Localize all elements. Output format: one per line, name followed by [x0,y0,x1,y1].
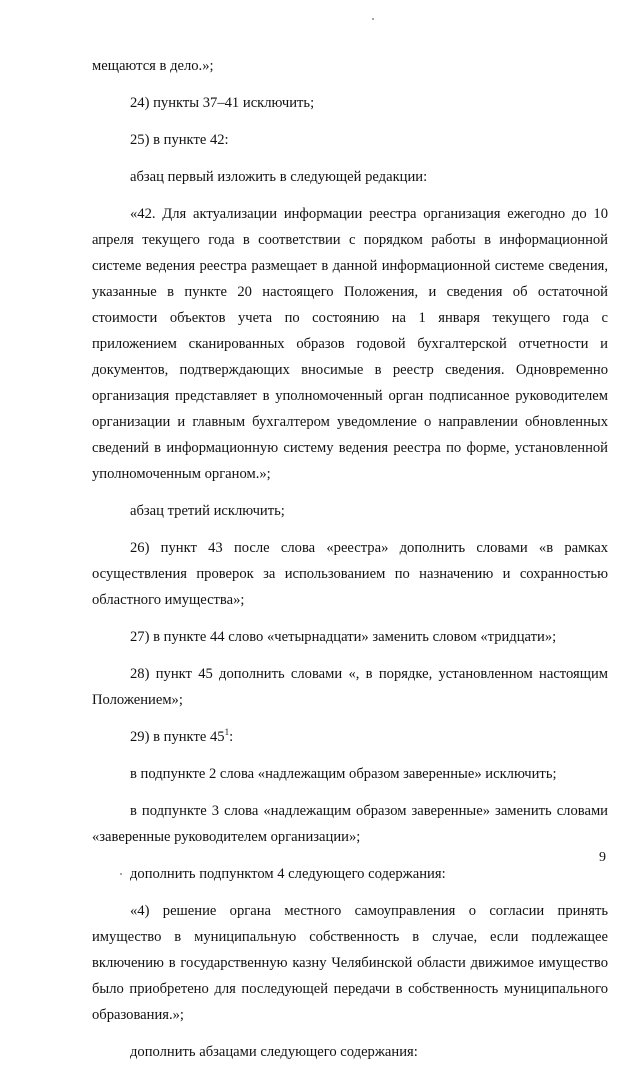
item-29-suffix: : [229,729,234,745]
paragraph-item-25: 25) в пункте 42: [130,132,229,148]
item-29-superscript: 1 [224,727,230,738]
item-29-text: 29) в пункте 45 [130,729,225,745]
paragraph-item-24: 24) пункты 37–41 исключить; [130,95,315,111]
paragraph-item-29 [92,724,608,750]
paragraph-subitem-2: в подпункте 2 слова «надлежащим образом заверенные» исключить; [130,766,557,782]
paragraph-first-abzac: абзац первый изложить в следующей редакции: [130,169,428,185]
paragraph-item-28: 28) пункт 45 дополнить словами «, в порядке, установленном настоящим Положением»; [92,666,608,708]
paragraph-third-abzac: абзац третий исключить; [130,503,285,519]
paragraph-point-42-text: «42. Для актуализации информации реестра организация ежегодно до 10 апреля текущего года в соответствии с порядком работы в информационной системе ведения реестра размещает в данной информационной системе сведения, указанные в пункте 20 настоящего Положения, и сведения об остаточной стоимости объектов учета по состоянию на 1 января текущего года с приложением сканированных образов годовой бухгалтерской отчетности и документов, подтверждающих вносимые в реестр сведения. Одновременно организация представляет в уполномоченный орган подписанное руководителем организации и главным бухгалтером уведомление о направлении обновленных сведений в информационную систему ведения реестра по форме, установленной уполномоченным органом.»; [92,206,608,482]
paragraph-item-26: 26) пункт 43 после слова «реестра» дополнить словами «в рамках осуществления проверок за использованием по назначению и сохранностью областного имущества»; [92,540,608,608]
paragraph-item-27: 27) в пункте 44 слово «четырнадцати» заменить словом «тридцати»; [130,629,557,645]
scan-speck [372,18,374,20]
paragraph-continuation: мещаются в дело.»; [92,58,214,74]
document-body [92,53,608,1076]
paragraph-add-abzacs: дополнить абзацами следующего содержания: [130,1044,418,1060]
page-number: 9 [599,850,606,865]
paragraph-subitem-3: в подпункте 3 слова «надлежащим образом заверенные» заменить словами «заверенные руководителем организации»; [92,803,608,845]
paragraph-subitem-4-text: «4) решение органа местного самоуправления о согласии принять имущество в муниципальную собственность в случае, если подлежащее включению в государственную казну Челябинской области движимое имущество было приобретено для последующей передачи в собственность муниципального образования.»; [92,903,608,1023]
paragraph-add-subitem-4: дополнить подпунктом 4 следующего содержания: [130,866,446,882]
